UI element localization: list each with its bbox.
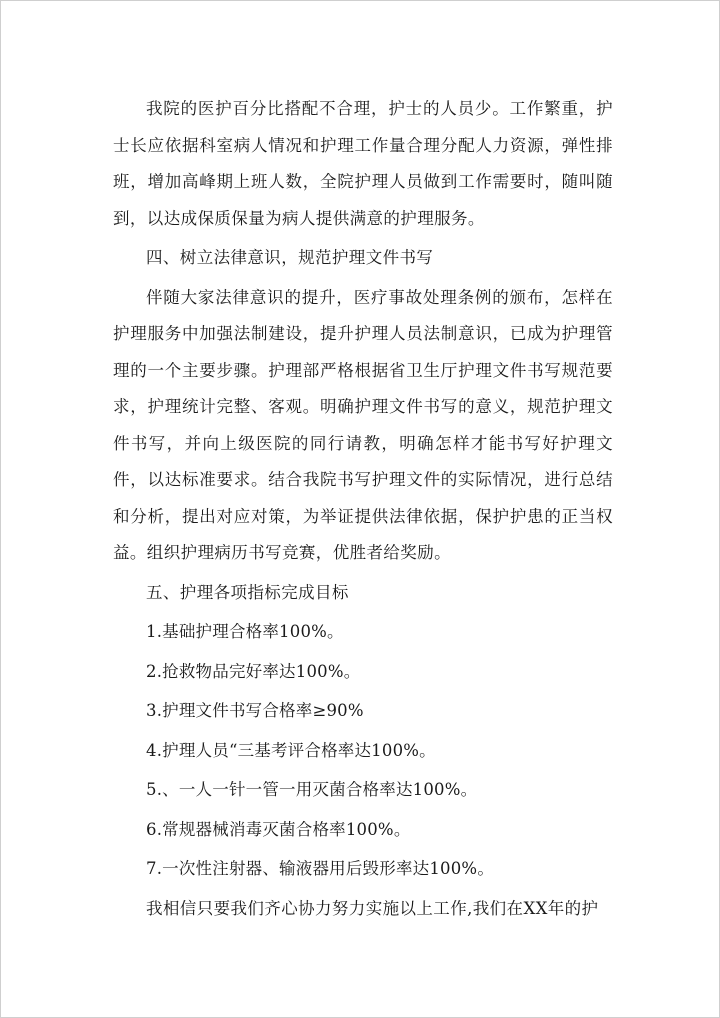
target-item: 3.护理文件书写合格率≥90%: [146, 701, 364, 720]
section-heading-targets: 五、护理各项指标完成目标: [146, 582, 349, 602]
paragraph-closing: 我相信只要我们齐心协力努力实施以上工作,我们在XX年的护: [146, 898, 599, 918]
target-item: 4.护理人员“三基考评合格率达100%。: [146, 740, 436, 760]
target-item: 6.常规器械消毒灭菌合格率100%。: [146, 819, 411, 839]
target-item: 1.基础护理合格率100%。: [146, 622, 344, 641]
target-item: 5.、一人一针一管一用灭菌合格率达100%。: [146, 780, 478, 799]
target-item: 2.抢救物品完好率达100%。: [146, 661, 361, 681]
section-heading-legal-awareness: 四、树立法律意识，规范护理文件书写: [146, 248, 434, 267]
paragraph-legal-documentation: 伴随大家法律意识的提升，医疗事故处理条例的颁布，怎样在护理服务中加强法制建设，提升护理人员法制意识，已成为护理管理的一个主要步骤。护理部严格根据省卫生厅护理文件书写规范要求，护理统计完整、客观。明确护理文件书写的意义，规范护理文件书写，并向上级医院的同行请教，明确怎样才能书写好护理文件，以达标准要求。结合我院书写护理文件的实际情况，进行总结和分析，提出对应对策，为举证提供法律依据，保护护患的正当权益。组织护理病历书写竞赛，优胜者给奖励。: [113, 287, 613, 562]
target-item: 7.一次性注射器、输液器用后毁形率达100%。: [146, 859, 495, 878]
document-body: [113, 91, 613, 927]
paragraph-staffing: 我院的医护百分比搭配不合理，护士的人员少。工作繁重，护士长应依据科室病人情况和护理工作量合理分配人力资源，弹性排班，增加高峰期上班人数，全院护理人员做到工作需要时，随叫随到，以达成保质保量为病人提供满意的护理服务。: [113, 99, 613, 228]
